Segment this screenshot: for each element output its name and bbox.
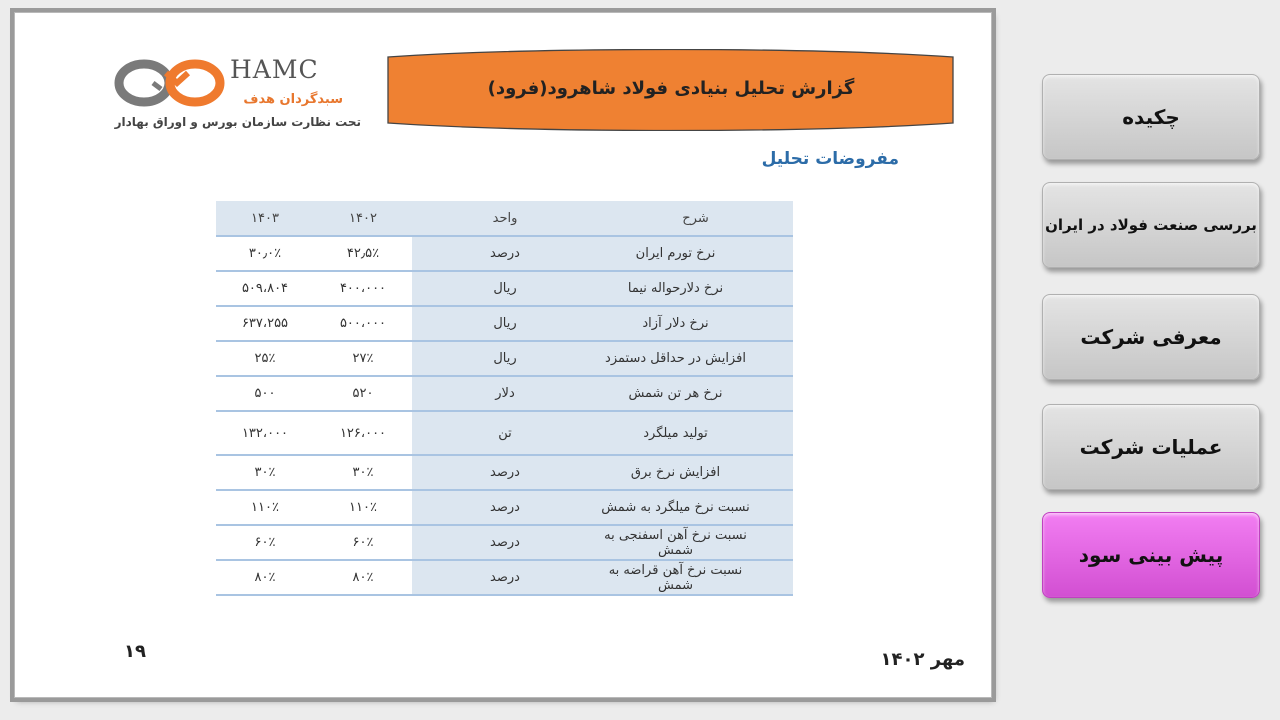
table-row (216, 341, 793, 376)
slide (14, 12, 992, 698)
cell-1403: ۸۰٪ (216, 560, 314, 595)
table-row (216, 306, 793, 341)
table-row (216, 560, 793, 595)
cell-1403: ۱۱۰٪ (216, 490, 314, 525)
page-number: ۱۹ (124, 641, 146, 662)
cell-description: افزایش نرخ برق (598, 455, 793, 490)
nav-button-steel-industry[interactable]: بررسی صنعت فولاد در ایران (1042, 182, 1260, 268)
logo-persian-name: سبدگردان هدف (243, 92, 343, 107)
cell-unit: ریال (412, 306, 598, 341)
table-row (216, 455, 793, 490)
cell-1402: ۲۷٪ (314, 341, 412, 376)
cell-1402: ۸۰٪ (314, 560, 412, 595)
report-title: گزارش تحلیل بنیادی فولاد شاهرود(فرود) (487, 77, 855, 99)
table-row (216, 411, 793, 455)
cell-1402: ۵۲۰ (314, 376, 412, 411)
cell-description: نرخ دلار آزاد (598, 306, 793, 341)
column-header-1402: ۱۴۰۲ (314, 201, 412, 236)
cell-unit: درصد (412, 236, 598, 271)
cell-1402: ۴۲٫۵٪ (314, 236, 412, 271)
cell-description: افزایش در حداقل دستمزد (598, 341, 793, 376)
cell-1403: ۱۳۲،۰۰۰ (216, 411, 314, 455)
cell-unit: تن (412, 411, 598, 455)
cell-1403: ۶۳۷،۲۵۵ (216, 306, 314, 341)
report-date: مهر ۱۴۰۲ (880, 649, 965, 670)
cell-unit: ریال (412, 341, 598, 376)
title-banner (387, 49, 955, 131)
cell-1403: ۳۰٫۰٪ (216, 236, 314, 271)
cell-unit: درصد (412, 525, 598, 560)
table-row (216, 525, 793, 560)
cell-unit: درصد (412, 560, 598, 595)
nav-button-profit-forecast[interactable]: پیش بینی سود (1042, 512, 1260, 598)
cell-1403: ۲۵٪ (216, 341, 314, 376)
cell-description: نسبت نرخ میلگرد به شمش (598, 490, 793, 525)
table-row (216, 271, 793, 306)
cell-1402: ۴۰۰،۰۰۰ (314, 271, 412, 306)
cell-1403: ۶۰٪ (216, 525, 314, 560)
cell-unit: درصد (412, 490, 598, 525)
cell-1403: ۳۰٪ (216, 455, 314, 490)
cell-description: نسبت نرخ آهن قراضه به شمش (598, 560, 793, 595)
company-logo (111, 55, 361, 145)
infinity-logo-icon (111, 55, 231, 111)
table-header-row (216, 201, 793, 236)
cell-description: نرخ دلارحواله نیما (598, 271, 793, 306)
column-header-unit: واحد (412, 201, 598, 236)
cell-unit: ریال (412, 271, 598, 306)
cell-1403: ۵۰۹،۸۰۴ (216, 271, 314, 306)
table-row (216, 376, 793, 411)
cell-1402: ۱۲۶،۰۰۰ (314, 411, 412, 455)
cell-description: نرخ هر تن شمش (598, 376, 793, 411)
section-title: مفروضات تحلیل (761, 149, 899, 169)
cell-description: نسبت نرخ آهن اسفنجی به شمش (598, 525, 793, 560)
table-row (216, 490, 793, 525)
cell-1402: ۳۰٪ (314, 455, 412, 490)
logo-subtitle: تحت نظارت سازمان بورس و اوراق بهادار (114, 115, 361, 129)
logo-name: HAMC (230, 55, 319, 84)
nav-button-company-operations[interactable]: عملیات شرکت (1042, 404, 1260, 490)
cell-unit: دلار (412, 376, 598, 411)
table-row (216, 236, 793, 271)
cell-description: تولید میلگرد (598, 411, 793, 455)
cell-1402: ۶۰٪ (314, 525, 412, 560)
nav-button-company-intro[interactable]: معرفی شرکت (1042, 294, 1260, 380)
cell-description: نرخ تورم ایران (598, 236, 793, 271)
column-header-1403: ۱۴۰۳ (216, 201, 314, 236)
cell-1403: ۵۰۰ (216, 376, 314, 411)
nav-button-summary[interactable]: چکیده (1042, 74, 1260, 160)
cell-1402: ۵۰۰،۰۰۰ (314, 306, 412, 341)
column-header-description: شرح (598, 201, 793, 236)
assumptions-table (216, 201, 793, 596)
cell-unit: درصد (412, 455, 598, 490)
cell-1402: ۱۱۰٪ (314, 490, 412, 525)
